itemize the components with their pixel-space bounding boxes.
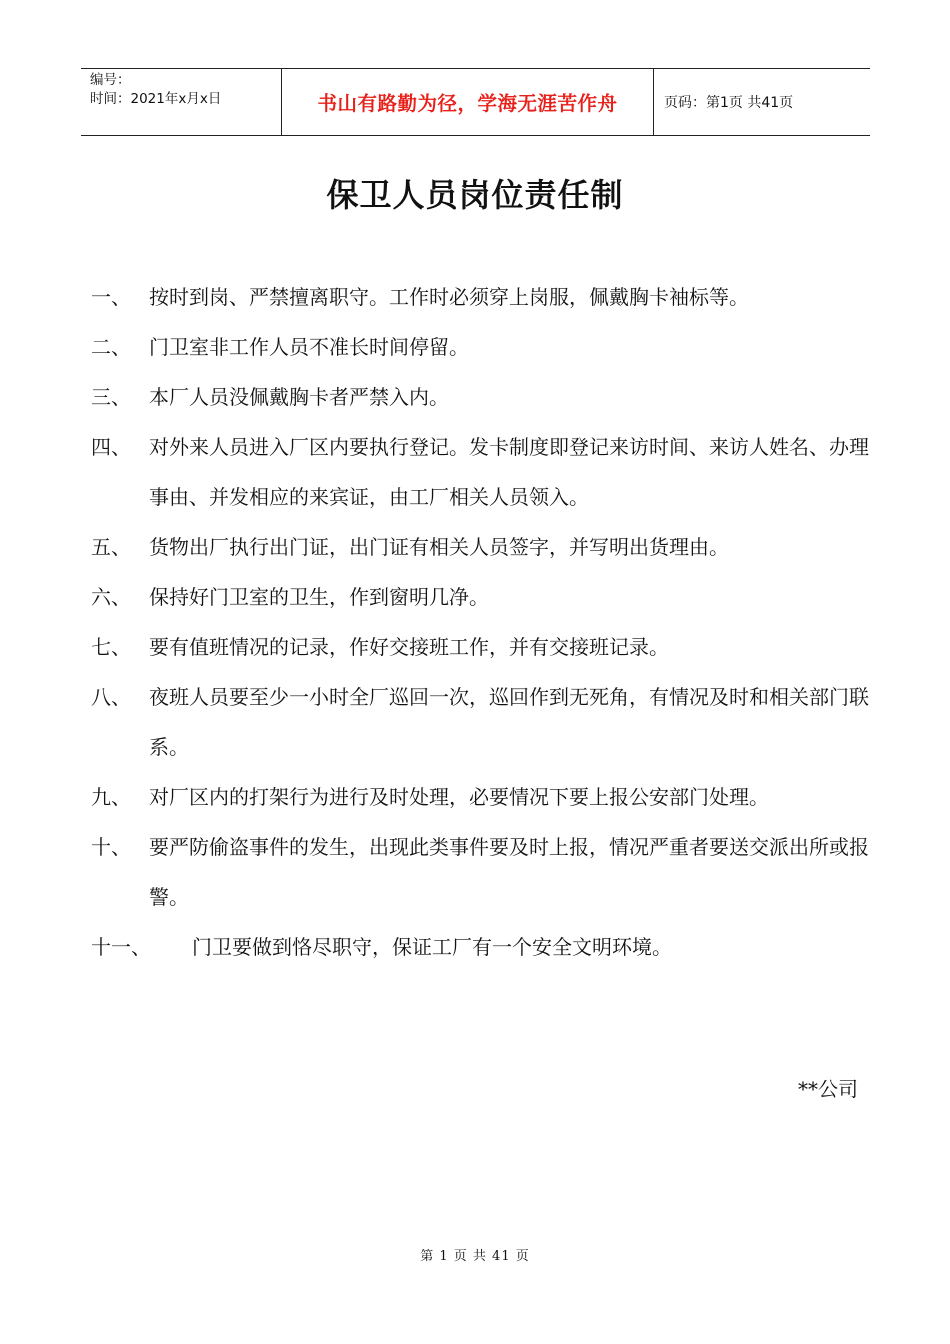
item-number: 一、 xyxy=(91,285,131,309)
company-signature: **公司 xyxy=(798,1077,858,1101)
list-item xyxy=(91,672,871,772)
list-item xyxy=(91,822,871,922)
header-table xyxy=(81,68,870,136)
item-number: 五、 xyxy=(91,535,131,559)
list-item xyxy=(91,572,871,622)
document-date-label: 时间：2021年x月x日 xyxy=(90,91,222,107)
document-title: 保卫人员岗位责任制 xyxy=(326,176,624,214)
item-text: 要严防偷盗事件的发生，出现此类事件要及时上报，情况严重者要送交派出所或报警。 xyxy=(149,835,869,909)
page-footer: 第 1 页 共 41 页 xyxy=(420,1249,530,1264)
item-text: 对外来人员进入厂区内要执行登记。发卡制度即登记来访时间、来访人姓名、办理事由、并发相应的来宾证，由工厂相关人员领入。 xyxy=(149,435,869,509)
item-number: 二、 xyxy=(91,335,131,359)
item-text: 货物出厂执行出门证，出门证有相关人员签字，并写明出货理由。 xyxy=(149,535,729,559)
item-text: 本厂人员没佩戴胸卡者严禁入内。 xyxy=(149,385,449,409)
list-item xyxy=(91,372,871,422)
item-text: 门卫室非工作人员不准长时间停留。 xyxy=(149,335,469,359)
header-motto: 书山有路勤为径，学海无涯苦作舟 xyxy=(281,69,654,135)
item-text: 对厂区内的打架行为进行及时处理，必要情况下要上报公安部门处理。 xyxy=(149,785,769,809)
item-number: 九、 xyxy=(91,785,131,809)
item-text: 按时到岗、严禁擅离职守。工作时必须穿上岗服，佩戴胸卡袖标等。 xyxy=(149,285,749,309)
list-item xyxy=(91,922,871,972)
item-text: 要有值班情况的记录，作好交接班工作，并有交接班记录。 xyxy=(149,635,669,659)
item-number: 十、 xyxy=(91,835,131,859)
document-number-label: 编号： xyxy=(90,72,131,88)
item-number: 七、 xyxy=(91,635,131,659)
item-text: 保持好门卫室的卫生，作到窗明几净。 xyxy=(149,585,489,609)
list-item xyxy=(91,622,871,672)
list-item xyxy=(91,522,871,572)
item-text: 门卫要做到恪尽职守，保证工厂有一个安全文明环境。 xyxy=(192,935,672,959)
item-number: 十一、 xyxy=(91,935,151,959)
list-item xyxy=(91,322,871,372)
item-number: 三、 xyxy=(91,385,131,409)
item-text: 夜班人员要至少一小时全厂巡回一次，巡回作到无死角，有情况及时和相关部门联系。 xyxy=(149,685,869,759)
list-item xyxy=(91,272,871,322)
item-number: 八、 xyxy=(91,685,131,709)
list-item xyxy=(91,422,871,522)
header-page-info: 页码：第1页 共41页 xyxy=(664,95,794,111)
item-number: 六、 xyxy=(91,585,131,609)
header-meta-cell xyxy=(81,69,281,135)
duty-list xyxy=(91,272,871,972)
item-number: 四、 xyxy=(91,435,131,459)
list-item xyxy=(91,772,871,822)
